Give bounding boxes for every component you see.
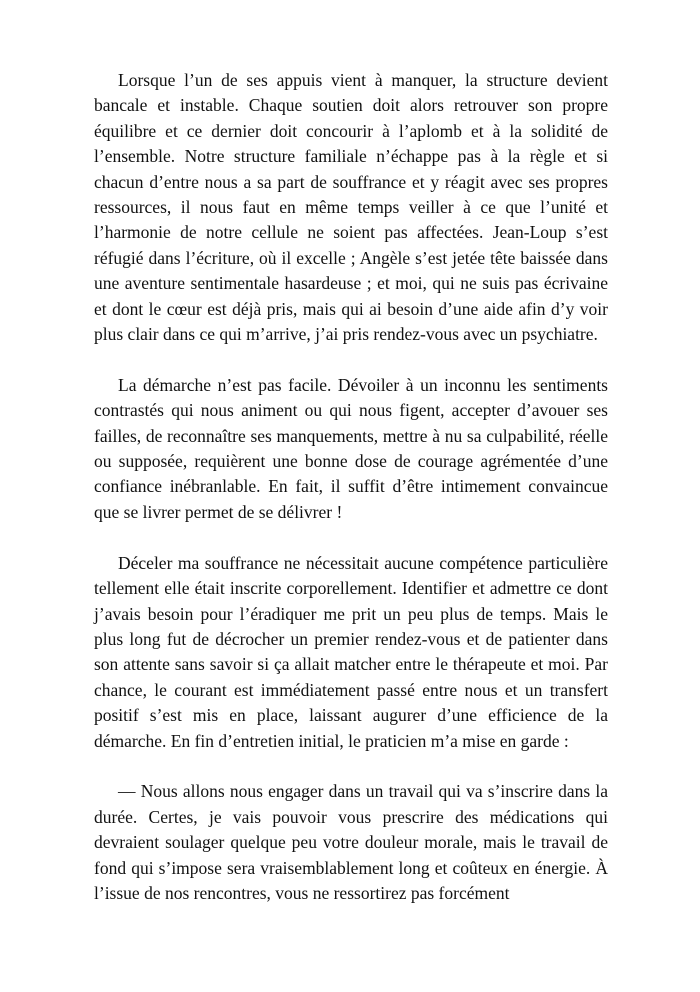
document-page bbox=[94, 68, 608, 906]
paragraph-4: — Nous allons nous engager dans un travail qui va s’inscrire dans la durée. Certes, je vais pouvoir vous prescrire des médications qui devraient soulager quelque peu votre douleur morale, mais le travail de fond qui s’impose sera vraisemblablement long et coûteux en énergie. À l’issue de nos rencontres, vous ne ressortirez pas forcément bbox=[94, 781, 608, 903]
paragraph-2: La démarche n’est pas facile. Dévoiler à un inconnu les sentiments contrastés qui nous animent ou qui nous figent, accepter d’avouer ses failles, de reconnaître ses manquements, mettre à nu sa culpabilité, réelle ou supposée, requièrent une bonne dose de courage agrémentée d’une confiance inébranlable. En fait, il suffit d’être intimement convaincue que se livrer permet de se délivrer ! bbox=[94, 374, 608, 522]
paragraph-3: Déceler ma souffrance ne nécessitait aucune compétence particulière tellement elle était inscrite corporellement. Identifier et admettre ce dont j’avais besoin pour l’éradiquer me prit un peu plus de temps. Mais le plus long fut de décrocher un premier rendez-vous et de patienter dans son attente sans savoir si ça allait matcher entre le thérapeute et moi. Par chance, le courant est immédiatement passé entre nous et un transfert positif s’est mis en place, laissant augurer d’une efficience de la démarche. En fin d’entretien initial, le praticien m’a mise en garde : bbox=[94, 552, 608, 751]
paragraph-1: Lorsque l’un de ses appuis vient à manquer, la structure devient bancale et instable. Chaque soutien doit alors retrouver son propre équilibre et ce dernier doit concourir à l’aplomb et à la solidité de l’ensemble. Notre structure familiale n’échappe pas à la règle et si chacun d’entre nous a sa part de souffrance et y réagit avec ses propres ressources, il nous faut en même temps veiller à ce que l’unité et l’harmonie de notre cellule ne soient pas affectées. Jean-Loup s’est réfugié dans l’écriture, où il excelle ; Angèle s’est jetée tête baissée dans une aventure sentimentale hasardeuse ; et moi, qui ne suis pas écrivaine et dont le cœur est déjà pris, mais qui ai besoin d’une aide afin d’y voir plus clair dans ce qui m’arrive, j’ai pris rendez-vous avec un psychiatre. bbox=[94, 70, 608, 345]
